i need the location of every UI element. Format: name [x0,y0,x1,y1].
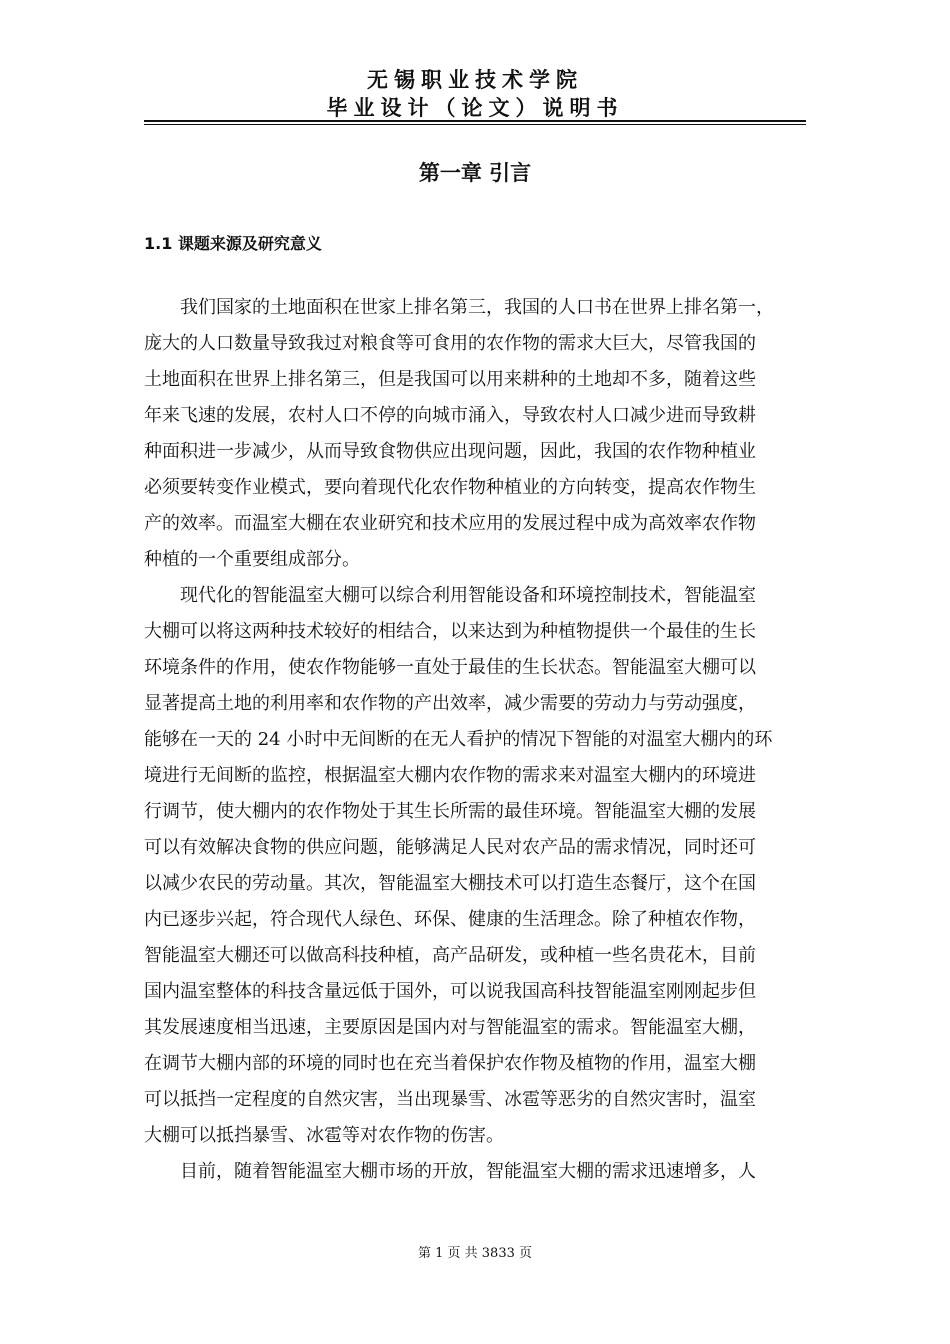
paragraph-line: 大棚可以将这两种技术较好的相结合，以来达到为种植物提供一个最佳的生长 [144,621,756,642]
paragraph-line: 必须要转变作业模式，要向着现代化农作物种植业的方向转变，提高农作物生 [144,477,756,498]
paragraph-line: 显著提高土地的利用率和农作物的产出效率，减少需要的劳动力与劳动强度， [144,693,756,714]
section-title: 1.1 课题来源及研究意义 [144,234,322,253]
paragraph-line: 国内温室整体的科技含量远低于国外，可以说我国高科技智能温室刚刚起步但 [144,981,756,1002]
paragraph-line: 种面积进一步减少，从而导致食物供应出现问题，因此，我国的农作物种植业 [144,441,756,462]
page-footer: 第 1 页 共 3833 页 [417,1246,533,1261]
paragraph-line: 能够在一天的 24 小时中无间断的在无人看护的情况下智能的对温室大棚内的环 [144,729,773,750]
header-institution: 无锡职业技术学院 [367,68,583,92]
paragraph-line: 可以抵挡一定程度的自然灾害，当出现暴雪、冰雹等恶劣的自然灾害时，温室 [144,1089,756,1110]
paragraph-line: 在调节大棚内部的环境的同时也在充当着保护农作物及植物的作用，温室大棚 [144,1053,756,1074]
paragraph-line: 可以有效解决食物的供应问题，能够满足人民对农产品的需求情况，同时还可 [144,837,756,858]
page-header [144,66,806,122]
paragraph-line: 种植的一个重要组成部分。 [144,549,360,570]
paragraph-line: 目前，随着智能温室大棚市场的开放，智能温室大棚的需求迅速增多，人 [180,1161,756,1182]
chapter-title: 第一章 引言 [418,161,532,185]
header-divider-thick [144,120,806,122]
body-text [144,290,806,1190]
paragraph-line: 产的效率。而温室大棚在农业研究和技术应用的发展过程中成为高效率农作物 [144,513,756,534]
paragraph-line: 年来飞速的发展，农村人口不停的向城市涌入，导致农村人口减少进而导致耕 [144,405,756,426]
paragraph-line: 境进行无间断的监控，根据温室大棚内农作物的需求来对温室大棚内的环境进 [144,765,756,786]
paragraph-line: 庞大的人口数量导致我过对粮食等可食用的农作物的需求大巨大，尽管我国的 [144,333,756,354]
paragraph-line: 其发展速度相当迅速，主要原因是国内对与智能温室的需求。智能温室大棚， [144,1017,756,1038]
paragraph-line: 土地面积在世界上排名第三，但是我国可以用来耕种的土地却不多，随着这些 [144,369,756,390]
header-divider-thin [144,124,806,125]
paragraph-line: 现代化的智能温室大棚可以综合利用智能设备和环境控制技术，智能温室 [180,585,756,606]
paragraph-line: 环境条件的作用，使农作物能够一直处于最佳的生长状态。智能温室大棚可以 [144,657,756,678]
paragraph-line: 大棚可以抵挡暴雪、冰雹等对农作物的伤害。 [144,1125,504,1146]
paragraph-line: 以减少农民的劳动量。其次，智能温室大棚技术可以打造生态餐厅，这个在国 [144,873,756,894]
paragraph-line: 智能温室大棚还可以做高科技种植，高产品研发，或种植一些名贵花木，目前 [144,945,756,966]
header-document-type: 毕业设计（论文）说明书 [326,96,624,120]
paragraph-line: 我们国家的土地面积在世家上排名第三，我国的人口书在世界上排名第一， [180,297,774,318]
paragraph-line: 行调节，使大棚内的农作物处于其生长所需的最佳环境。智能温室大棚的发展 [144,801,756,822]
paragraph-line: 内已逐步兴起，符合现代人绿色、环保、健康的生活理念。除了种植农作物， [144,909,756,930]
